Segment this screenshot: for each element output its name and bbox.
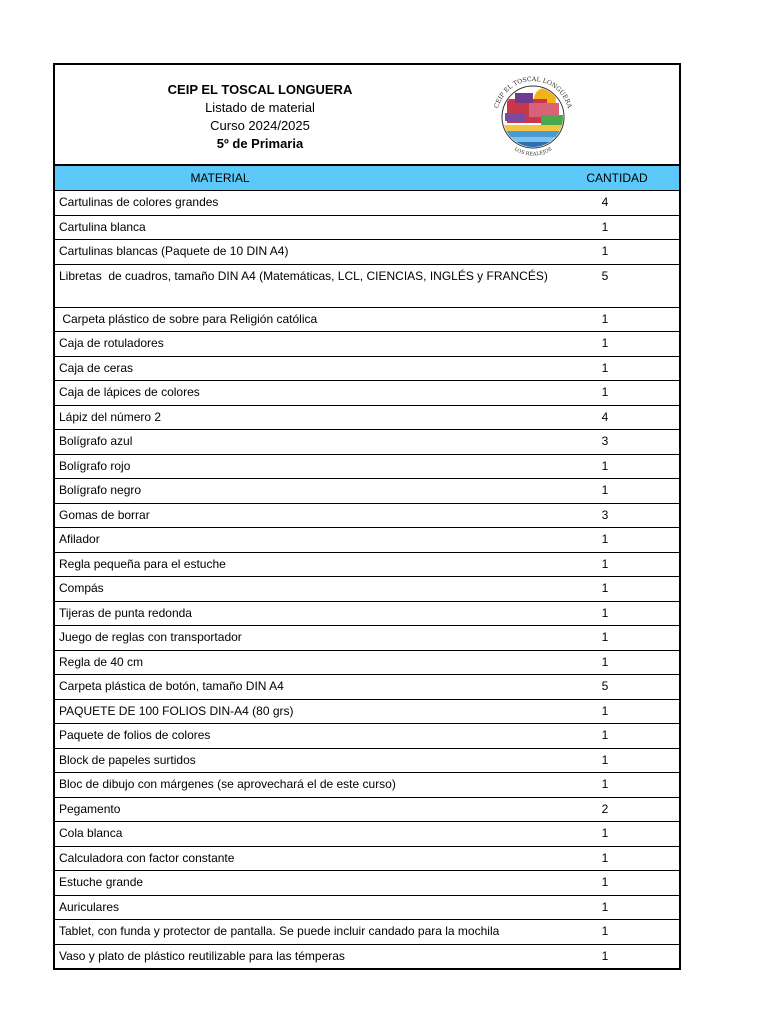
material-cell: Auriculares [55,895,555,920]
table-row [55,871,679,896]
school-name: CEIP EL TOSCAL LONGUERA [167,82,353,97]
material-cell: Bolígrafo negro [55,479,555,504]
quantity-cell: 5 [555,264,679,307]
material-cell: PAQUETE DE 100 FOLIOS DIN-A4 (80 grs) [55,699,555,724]
quantity-cell: 1 [555,871,679,896]
material-cell: Juego de reglas con transportador [55,626,555,651]
quantity-cell: 1 [555,699,679,724]
table-row [55,577,679,602]
quantity-cell: 2 [555,797,679,822]
quantity-cell: 1 [601,948,609,963]
quantity-cell: 1 [555,601,679,626]
column-header-quantity: CANTIDAD [555,166,679,191]
material-cell: Tijeras de punta redonda [55,601,555,626]
table-row [55,601,679,626]
quantity-cell: 1 [555,724,679,749]
material-cell: Vaso y plato de plástico reutilizable para las témperas [59,948,345,963]
material-cell: Cola blanca [55,822,555,847]
material-cell: Regla pequeña para el estuche [55,552,555,577]
quantity-cell: 1 [555,920,679,945]
table-row [55,699,679,724]
material-cell: Cartulinas de colores grandes [55,191,555,216]
table-row [55,822,679,847]
table-row [55,240,679,265]
material-cell: Estuche grande [55,871,555,896]
quantity-cell: 1 [555,332,679,357]
table-row [55,356,679,381]
document-header [55,65,679,166]
material-cell: Carpeta plástico de sobre para Religión católica [55,307,555,332]
quantity-cell: 3 [555,503,679,528]
table-row [55,454,679,479]
table-row [55,920,679,945]
list-subtitle: Listado de material [205,100,315,115]
table-row [55,191,679,216]
quantity-cell: 1 [555,552,679,577]
quantity-cell: 1 [555,381,679,406]
quantity-cell: 3 [555,430,679,455]
material-cell: Pegamento [55,797,555,822]
material-cell: Regla de 40 cm [55,650,555,675]
quantity-cell: 1 [555,454,679,479]
table-row [55,944,679,968]
material-cell: Paquete de folios de colores [55,724,555,749]
material-cell: Caja de lápices de colores [55,381,555,406]
table-row [55,528,679,553]
material-cell: Bloc de dibujo con márgenes (se aprovechará el de este curso) [55,773,555,798]
quantity-cell: 5 [555,675,679,700]
material-cell: Cartulina blanca [55,215,555,240]
table-row [55,724,679,749]
quantity-cell: 1 [555,240,679,265]
material-cell: Caja de ceras [55,356,555,381]
header-text-block [55,81,465,153]
quantity-cell: 1 [555,822,679,847]
material-cell: Carpeta plástica de botón, tamaño DIN A4 [55,675,555,700]
table-row [55,552,679,577]
quantity-cell: 1 [555,528,679,553]
material-cell: Bolígrafo azul [55,430,555,455]
material-list-sheet [53,63,681,970]
logo-arc-text-top: CEIP EL TOSCAL LONGUERA [493,75,573,110]
table-row [55,332,679,357]
table-row [55,381,679,406]
quantity-cell: 1 [555,215,679,240]
table-row [55,773,679,798]
table-row [55,405,679,430]
quantity-cell: 1 [555,773,679,798]
logo-arc-text-bottom: LOS REALEJOS [512,146,554,158]
material-cell: Tablet, con funda y protector de pantalla. Se puede incluir candado para la mochila [55,920,555,945]
material-cell: Bolígrafo rojo [55,454,555,479]
table-row [55,650,679,675]
material-cell: Compás [55,577,555,602]
table-row [55,895,679,920]
grade-level: 5º de Primaria [216,136,304,151]
material-cell: Caja de rotuladores [55,332,555,357]
column-header-material: MATERIAL [55,166,555,191]
quantity-cell: 1 [555,356,679,381]
course-year: Curso 2024/2025 [210,118,310,133]
table-row [55,846,679,871]
table-row [55,430,679,455]
table-header-row [55,166,679,191]
quantity-cell: 1 [555,846,679,871]
material-cell: Cartulinas blancas (Paquete de 10 DIN A4) [55,240,555,265]
quantity-cell: 1 [555,479,679,504]
quantity-cell: 1 [555,307,679,332]
quantity-cell: 4 [555,191,679,216]
quantity-cell: 4 [555,405,679,430]
quantity-cell: 1 [555,650,679,675]
material-table [55,166,679,968]
material-cell: Calculadora con factor constante [55,846,555,871]
quantity-cell: 1 [555,577,679,602]
table-row [55,479,679,504]
table-row [55,264,679,307]
material-cell: Afilador [55,528,555,553]
table-row [55,675,679,700]
quantity-cell: 1 [555,626,679,651]
table-row [55,797,679,822]
quantity-cell: 1 [555,748,679,773]
school-logo-icon [485,69,581,161]
table-row [55,307,679,332]
material-cell: Gomas de borrar [55,503,555,528]
material-cell: Libretas de cuadros, tamaño DIN A4 (Matemáticas, LCL, CIENCIAS, INGLÉS y FRANCÉS) [55,264,555,307]
material-cell: Lápiz del número 2 [55,405,555,430]
table-row [55,626,679,651]
table-row [55,215,679,240]
table-row [55,503,679,528]
material-cell: Block de papeles surtidos [55,748,555,773]
quantity-cell: 1 [555,895,679,920]
table-row [55,748,679,773]
